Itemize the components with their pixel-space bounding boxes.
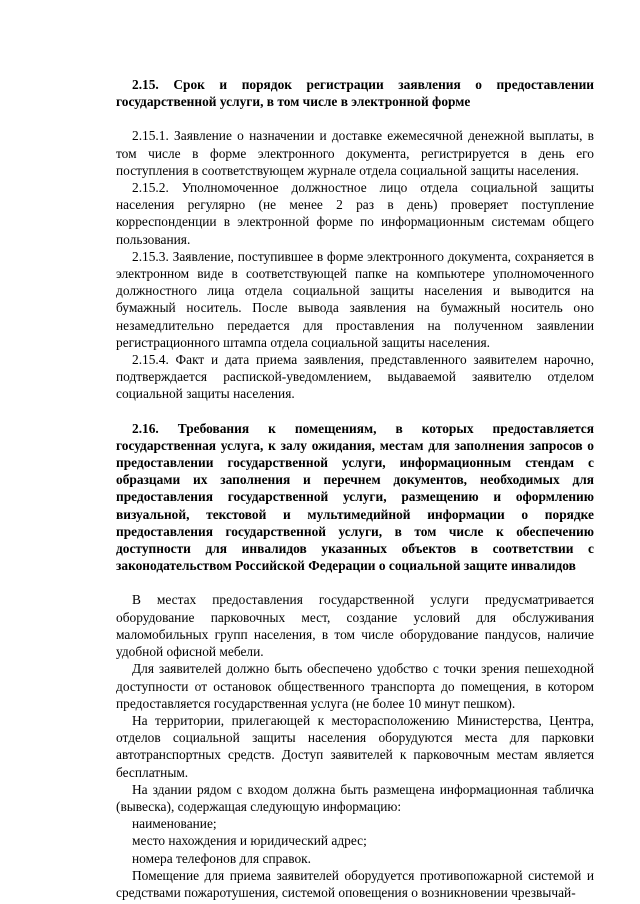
section-heading-2-16: 2.16. Требования к помещениям, в которых предоставляется государственная услуга, к залу ожидания, местам для заполнения запросов о предоставлении государственной услуги, информационным стендам с образцами их заполнения и перечнем документов, необходимых для предоставления государственной услуги, размещению и оформлению визуальной, текстовой и мультимедийной информации о порядке предоставления государственной услуги, в том числе к обеспечению доступности для инвалидов указанных объектов в соответствии с законодательством Российской Федерации о социальной защите инвалидов xyxy=(116,420,594,574)
paragraph-2-15-4: 2.15.4. Факт и дата приема заявления, представленного заявителем нарочно, подтверждается распиской-уведомлением, выдаваемой заявителю отделом социальной защиты населения. xyxy=(116,352,594,402)
paragraph-fire-safety: Помещение для приема заявителей оборудуется противопожарной системой и средствами пожаротушения, системой оповещения о возникновении чрезвычай- xyxy=(116,867,594,900)
list-item-phones: номера телефонов для справок. xyxy=(132,850,312,866)
section-heading-2-15: 2.15. Срок и порядок регистрации заявления о предоставлении государственной услуги, в том числе в электронной форме xyxy=(116,77,594,110)
paragraph-parking: В местах предоставления государственной услуги предусматривается оборудование парковочных мест, создание условий для обслуживания маломобильных групп населения, в том числе оборудование пандусов, наличие удобной офисной мебели. xyxy=(116,592,594,660)
list-item-name: наименование; xyxy=(132,816,217,832)
document-page xyxy=(116,76,594,901)
paragraph-2-15-3: 2.15.3. Заявление, поступившее в форме электронного документа, сохраняется в электронном виде в соответствующей папке на компьютере уполномоченного должностного лица отдела социальной защиты населения и выводится на бумажный носитель. После вывода заявления на бумажный носитель оно незамедлительно передается для проставления на полученном заявлении регистрационного штампа отдела социальной защиты населения. xyxy=(116,248,594,350)
paragraph-signboard: На здании рядом с входом должна быть размещена информационная табличка (вывеска), содержащая следующую информацию: xyxy=(116,781,594,814)
paragraph-2-15-2: 2.15.2. Уполномоченное должностное лицо отдела социальной защиты населения регулярно (не менее 2 раз в день) проверяет поступление корреспонденции в электронной форме по информационным системам общего пользования. xyxy=(116,180,594,247)
list-item-address: место нахождения и юридический адрес; xyxy=(132,833,367,849)
paragraph-accessibility: Для заявителей должно быть обеспечено удобство с точки зрения пешеходной доступности от остановок общественного транспорта до помещения, в котором предоставляется государственная услуга (не более 10 минут пешком). xyxy=(116,661,594,711)
paragraph-territory: На территории, прилегающей к месторасположению Министерства, Центра, отделов социальной защиты населения оборудуются места для парковки автотранспортных средств. Доступ заявителей к парковочным местам является бесплатным. xyxy=(116,712,594,780)
paragraph-2-15-1: 2.15.1. Заявление о назначении и доставке ежемесячной денежной выплаты, в том числе в форме электронного документа, регистрируется в день его поступления в соответствующем журнале отдела социальной защиты населения. xyxy=(116,128,594,178)
